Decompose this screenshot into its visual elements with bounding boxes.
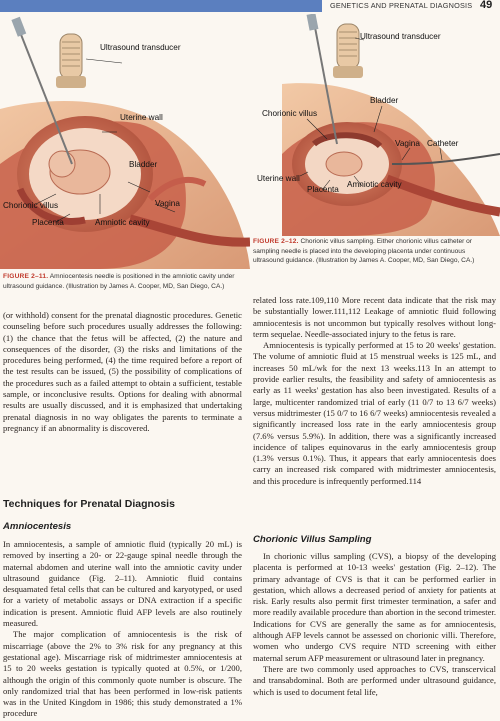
- header-color-bar: [0, 0, 322, 12]
- label-placenta: Placenta: [32, 218, 64, 227]
- page-number: 49: [480, 0, 493, 11]
- right-column-top: [253, 295, 496, 487]
- label-catheter: Catheter: [427, 139, 459, 148]
- label-chorionic-villus: Chorionic villus: [3, 201, 59, 210]
- label-uterine-wall: Uterine wall: [257, 174, 300, 183]
- figure-chorionic-villus-sampling: [252, 14, 500, 236]
- label-chorionic-villus: Chorionic villus: [262, 109, 318, 118]
- paragraph-loss-rate: related loss rate.109,110 More recent data indicate that the risk may be substantially lower.111,112 Leakage of amniotic fluid following amniocentesis is not uncommon but typically resolves without long-term sequelae. Needle-associated injury to the fetus is rare.: [253, 295, 496, 339]
- label-amniotic-cavity: Amniotic cavity: [347, 180, 402, 189]
- paragraph-early-amniocentesis: Amniocentesis is typically performed at 15 to 20 weeks' gestation. The volume of amniotic fluid at 15 menstrual weeks is 125 mL, and increases 50 mL/wk for the next 13 weeks.113 In an attempt to provide earlier results, the feasibility and safety of amniocentesis as early as 11 weeks' gestation has also been investigated. Results of a large, multicenter randomized trial of early (11 0/7 to 13 6/7 weeks) versus midtrimester (15 0/7 to 16 6/7 weeks) amniocentesis revealed a significantly increased loss rate in the early amniocentesis group (7.6% versus 5.9%). In addition, there was a significantly increased incidence of talipes equinovarus in the early amniocentesis group (1.3% versus 0.1%). Thus, it appears that early amniocentesis does carry an increased risk compared with midtrimester amniocentesis, and this procedure is infrequently performed.114: [253, 340, 496, 486]
- caption-text: Chorionic villus sampling. Either chorionic villus catheter or sampling needle is placed into the developing placenta under continuous ultrasound guidance. (Illustration by James A. Cooper, MD, San Diego, CA.): [253, 238, 475, 265]
- paragraph-amniocentesis-method: In amniocentesis, a sample of amniotic fluid (typically 20 mL) is removed by inserting a 20- or 22-gauge spinal needle through the maternal abdomen and uterine wall into the amniotic cavity under ultrasound guidance (Fig. 2–11). Amniotic fluid contains desquamated fetal cells that can be cultured and karyotyped, or used for a variety of metabolic assays or DNA extraction if a specific indication is present. Amniotic fluid AFP levels are also routinely measured.: [3, 539, 242, 629]
- label-vagina: Vagina: [395, 139, 420, 148]
- label-ultrasound-transducer: Ultrasound transducer: [360, 32, 441, 41]
- paragraph-cvs-approaches: There are two commonly used approaches to CVS, transcervical and transabdominal. Both are performed under ultrasound guidance, which is used to document fetal life,: [253, 663, 496, 697]
- label-amniotic-cavity: Amniotic cavity: [95, 218, 150, 227]
- caption-text: Amniocentesis needle is positioned in the amniotic cavity under ultrasound guidance. (Illustration by James A. Cooper, MD, San Diego, CA.): [3, 273, 235, 290]
- right-column-cvs: [253, 551, 496, 698]
- label-placenta: Placenta: [307, 185, 339, 194]
- paragraph-amniocentesis-risk: The major complication of amniocentesis is the risk of miscarriage (above the 2% to 3% risk for any pregnancy at this gestational age). Miscarriage risk of midtrimester amniocentesis at 15 to 20 weeks gestation is typically quoted at 0.5%, or 1/200, although the origin of this commonly quote number is obscure. The only randomized trial that has been performed in low-risk patients was in the United Kingdom in 1986; this study demonstrated a 1% procedure: [3, 629, 242, 719]
- paragraph-consent: (or withhold) consent for the prenatal diagnostic procedures. Genetic counseling before such procedures usually addresses the following: (1) the chance that the fetus will be affected, (2) the nature and consequences of the disorder, (3) the risks and limitations of the procedures being performed, (4) the time required before a report of the test results can be issued, (5) the possibility of complications of the procedures such as a failed attempt to obtain a sufficient, testable sample, or inconclusive results. Options for dealing with abnormal results are usually discussed, and it is emphasized that undertaking prenatal diagnosis in no way obligates the parents to terminate a pregnancy if an abnormality is discovered.: [3, 310, 242, 433]
- subheading-cvs: Chorionic Villus Sampling: [253, 534, 372, 545]
- figure-caption-2-12: [253, 237, 493, 266]
- running-header: [0, 0, 500, 14]
- caption-label: FIGURE 2–11.: [3, 273, 49, 280]
- figure-amniocentesis: [0, 14, 250, 269]
- label-vagina: Vagina: [155, 199, 180, 208]
- paragraph-cvs-overview: In chorionic villus sampling (CVS), a biopsy of the developing placenta is performed at 10-13 weeks' gestation (Fig. 2–12). The primary advantage of CVS is that it can be performed earlier in gestation, which allows a decreased period of anxiety for patients at risk. Early results also permit first trimester termination, a safer and more readily available procedure than abortion in the second trimester. Indications for CVS are generally the same as for amniocentesis, although AFP levels cannot be assessed on chorionic villi. Therefore, women who undergo CVS require NTD screening with either maternal serum AFP measurement or ultrasound later in pregnancy.: [253, 551, 496, 663]
- label-bladder: Bladder: [370, 96, 399, 105]
- amniocentesis-illustration: [0, 14, 250, 269]
- subheading-amniocentesis: Amniocentesis: [3, 521, 72, 532]
- left-column-amniocentesis: [3, 539, 242, 720]
- section-heading: Techniques for Prenatal Diagnosis: [3, 498, 175, 510]
- cvs-illustration: [252, 14, 500, 236]
- figure-caption-2-11: [3, 272, 243, 291]
- label-uterine-wall: Uterine wall: [120, 113, 163, 122]
- caption-label: FIGURE 2–12.: [253, 238, 299, 245]
- label-bladder: Bladder: [129, 160, 158, 169]
- left-column-top: [3, 310, 242, 434]
- label-ultrasound-transducer: Ultrasound transducer: [100, 43, 181, 52]
- running-title: GENETICS AND PRENATAL DIAGNOSIS: [330, 1, 473, 10]
